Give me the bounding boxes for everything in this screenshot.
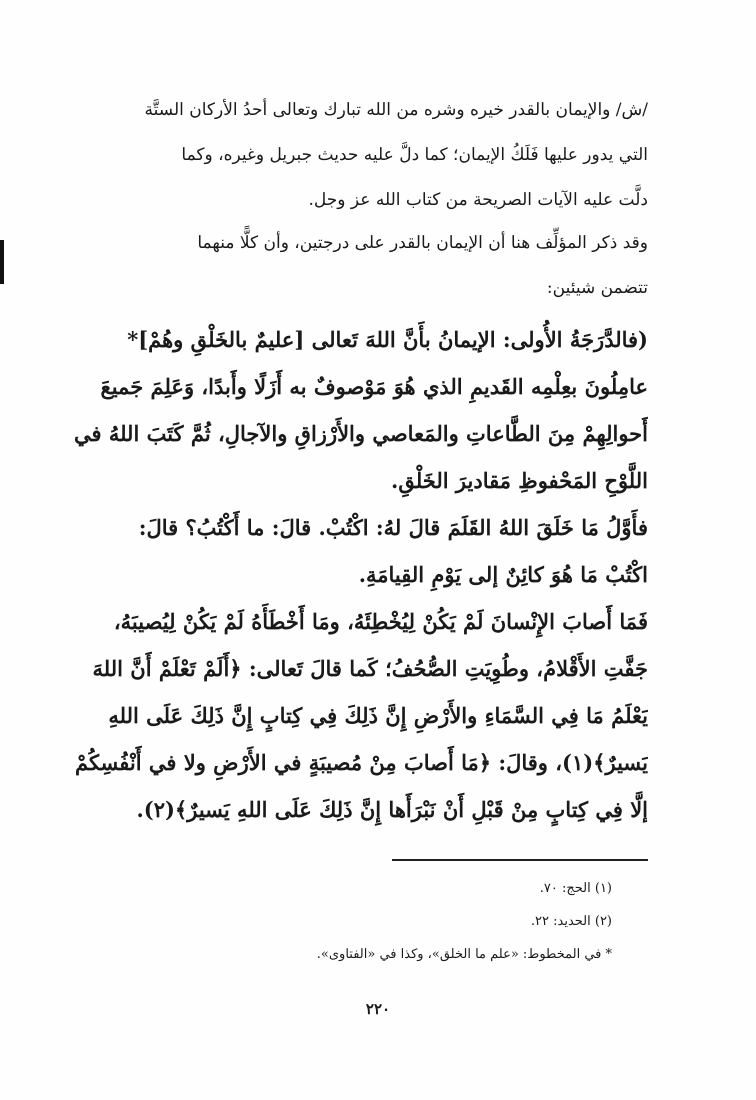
footnotes <box>62 872 648 971</box>
matn-line: اكْتُبْ مَا هُوَ كائِنٌ إلى يَوْمِ القِيامَةِ. <box>358 562 648 587</box>
matn-line: فَمَا أَصابَ الإِنْسانَ لَمْ يَكُنْ لِيُخْطِئَهُ، ومَا أَخْطَأَهُ لَمْ يَكُنْ لِيُصيبَهُ، <box>113 609 648 634</box>
matn-line: اللَّوْحِ المَحْفوظِ مَقاديرَ الخَلْقِ. <box>391 468 648 493</box>
matn-line: إلَّا فِي كِتابٍ مِنْ قَبْلِ أَنْ نَبْرَأَها إِنَّ ذَلِكَ عَلَى اللهِ يَسيرٌ﴾(٢). <box>136 797 648 822</box>
matn-line: فأَوَّلُ مَا خَلَقَ اللهُ القَلَمَ قالَ لهُ: اكْتُبْ. قالَ: ما أَكْتُبُ؟ قالَ: <box>138 515 648 540</box>
commentary-line: تتضمن شيئين: <box>546 278 648 298</box>
footnote-2: (٢) الحديد: ٢٢. <box>530 914 612 929</box>
commentary-paragraph-1 <box>62 88 648 223</box>
matn-line: يَعْلَمُ مَا فِي السَّمَاءِ والأَرْضِ إِنَّ ذَلِكَ فِي كِتابٍ إِنَّ ذَلِكَ عَلَى اللهِ <box>108 703 648 728</box>
commentary-line: دلَّت عليه الآيات الصريحة من كتاب الله عز وجل. <box>308 190 648 210</box>
commentary-paragraph-2 <box>62 221 648 311</box>
matn-line: (فالدَّرَجَةُ الأُولى: الإيمانُ بأَنَّ اللهَ تَعالى [عليمٌ بالخَلْقِ وهُمْ]* <box>127 327 648 352</box>
commentary-line: وقد ذكر المؤلِّف هنا أن الإيمان بالقدر على درجتين، وأن كلًّا منهما <box>197 233 648 253</box>
matn-line: جَفَّتِ الأَقْلامُ، وطُوِيَتِ الصُّحُفُ؛ كَما قالَ تَعالى: ﴿أَلَمْ تَعْلَمْ أَنَّ اللهَ <box>92 656 648 681</box>
matn-line: أَحوالِهِمْ مِنَ الطَّاعاتِ والمَعاصي والأَرْزاقِ والآجالِ، ثُمَّ كَتَبَ اللهُ في <box>73 421 648 446</box>
matn-text <box>62 316 648 833</box>
scan-edge-mark <box>0 240 4 284</box>
matn-line: يَسيرٌ﴾(١)، وقالَ: ﴿مَا أَصابَ مِنْ مُصيبَةٍ في الأَرْضِ ولا في أَنْفُسِكُمْ <box>74 750 648 775</box>
footnote-1: (١) الحج: ٧٠. <box>539 881 612 896</box>
commentary-line: التي يدور عليها فَلَكُ الإيمان؛ كما دلَّ عليه حديث جبريل وغيره، وكما <box>181 145 648 165</box>
page-number: ٢٢٠ <box>365 1000 391 1018</box>
commentary-line: /ش/ والإيمان بالقدر خيره وشره من الله تبارك وتعالى أحدُ الأركان الستَّة <box>144 100 648 120</box>
footnote-separator <box>392 859 648 861</box>
matn-line: عامِلُونَ بعِلْمِه القَديمِ الذي هُوَ مَوْصوفٌ به أَزَلًا وأَبدًا، وَعَلِمَ جَميعَ <box>100 374 648 399</box>
footnote-manuscript: * في المخطوط: «علم ما الخلق»، وكذا في «الفتاوى». <box>316 947 612 962</box>
